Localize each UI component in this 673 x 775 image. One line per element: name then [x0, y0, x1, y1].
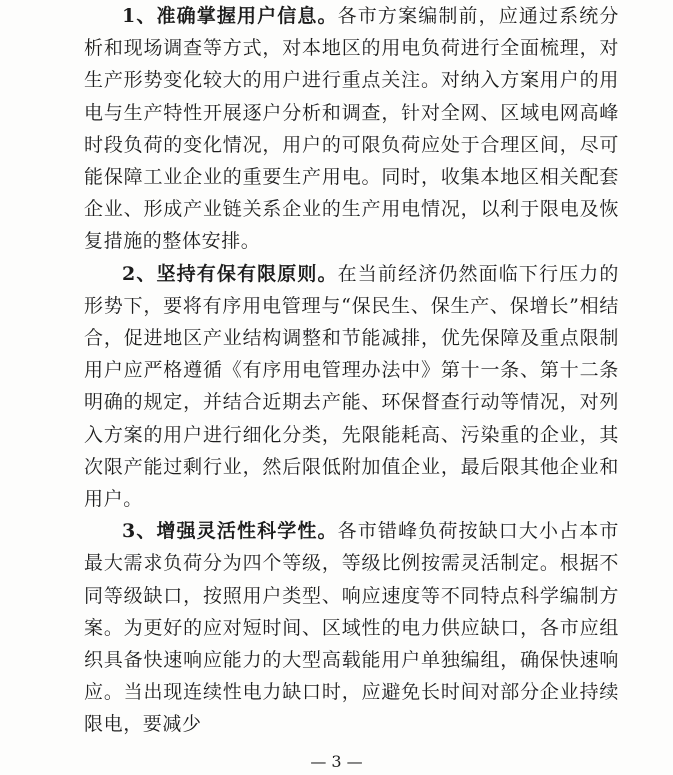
paragraph-3-body: 各市错峰负荷按缺口大小占本市最大需求负荷分为四个等级，等级比例按需灵活制定。根据不同等级缺口，按照用户类型、响应速度等不同特点科学编制方案。为更好的应对短时间、区域性的电力供应缺口，各市应组织具备快速响应能力的大型高载能用户单独编组，确保快速响应。当出现连续性电力缺口时，应避免长时间对部分企业持续限电，要减少 — [84, 520, 619, 736]
paragraph-1-body: 各市方案编制前，应通过系统分析和现场调查等方式，对本地区的用电负荷进行全面梳理，对生产形势变化较大的用户进行重点关注。对纳入方案用户的用电与生产特性开展逐户分析和调查，针对全网、区域电网高峰时段负荷的变化情况，用户的可限负荷应处于合理区间，尽可能保障工业企业的重要生产用电。同时，收集本地区相关配套企业、形成产业链关系企业的生产用电情况，以利于限电及恢复措施的整体安排。 — [84, 5, 619, 253]
paragraph-1-heading: 1、准确掌握用户信息。 — [122, 5, 338, 27]
paragraph-1 — [84, 0, 619, 258]
page-number: — 3 — — [310, 752, 363, 771]
paragraph-2-body: 在当前经济仍然面临下行压力的形势下，要将有序用电管理与“保民生、保生产、保增长”相结合，促进地区产业结构调整和节能减排，优先保障及重点限制用户应严格遵循《有序用电管理办法中》第十一条、第十二条明确的规定，并结合近期去产能、环保督查行动等情况，对列入方案的用户进行细化分类，先限能耗高、污染重的企业，其次限产能过剩行业，然后限低附加值企业，最后限其他企业和用户。 — [84, 262, 619, 511]
paragraph-3-heading: 3、增强灵活性科学性。 — [122, 520, 338, 543]
paragraph-2 — [84, 258, 619, 516]
paragraph-2-heading: 2、坚持有保有限原则。 — [122, 262, 338, 285]
paragraph-3 — [84, 515, 619, 740]
body-text — [84, 0, 619, 741]
